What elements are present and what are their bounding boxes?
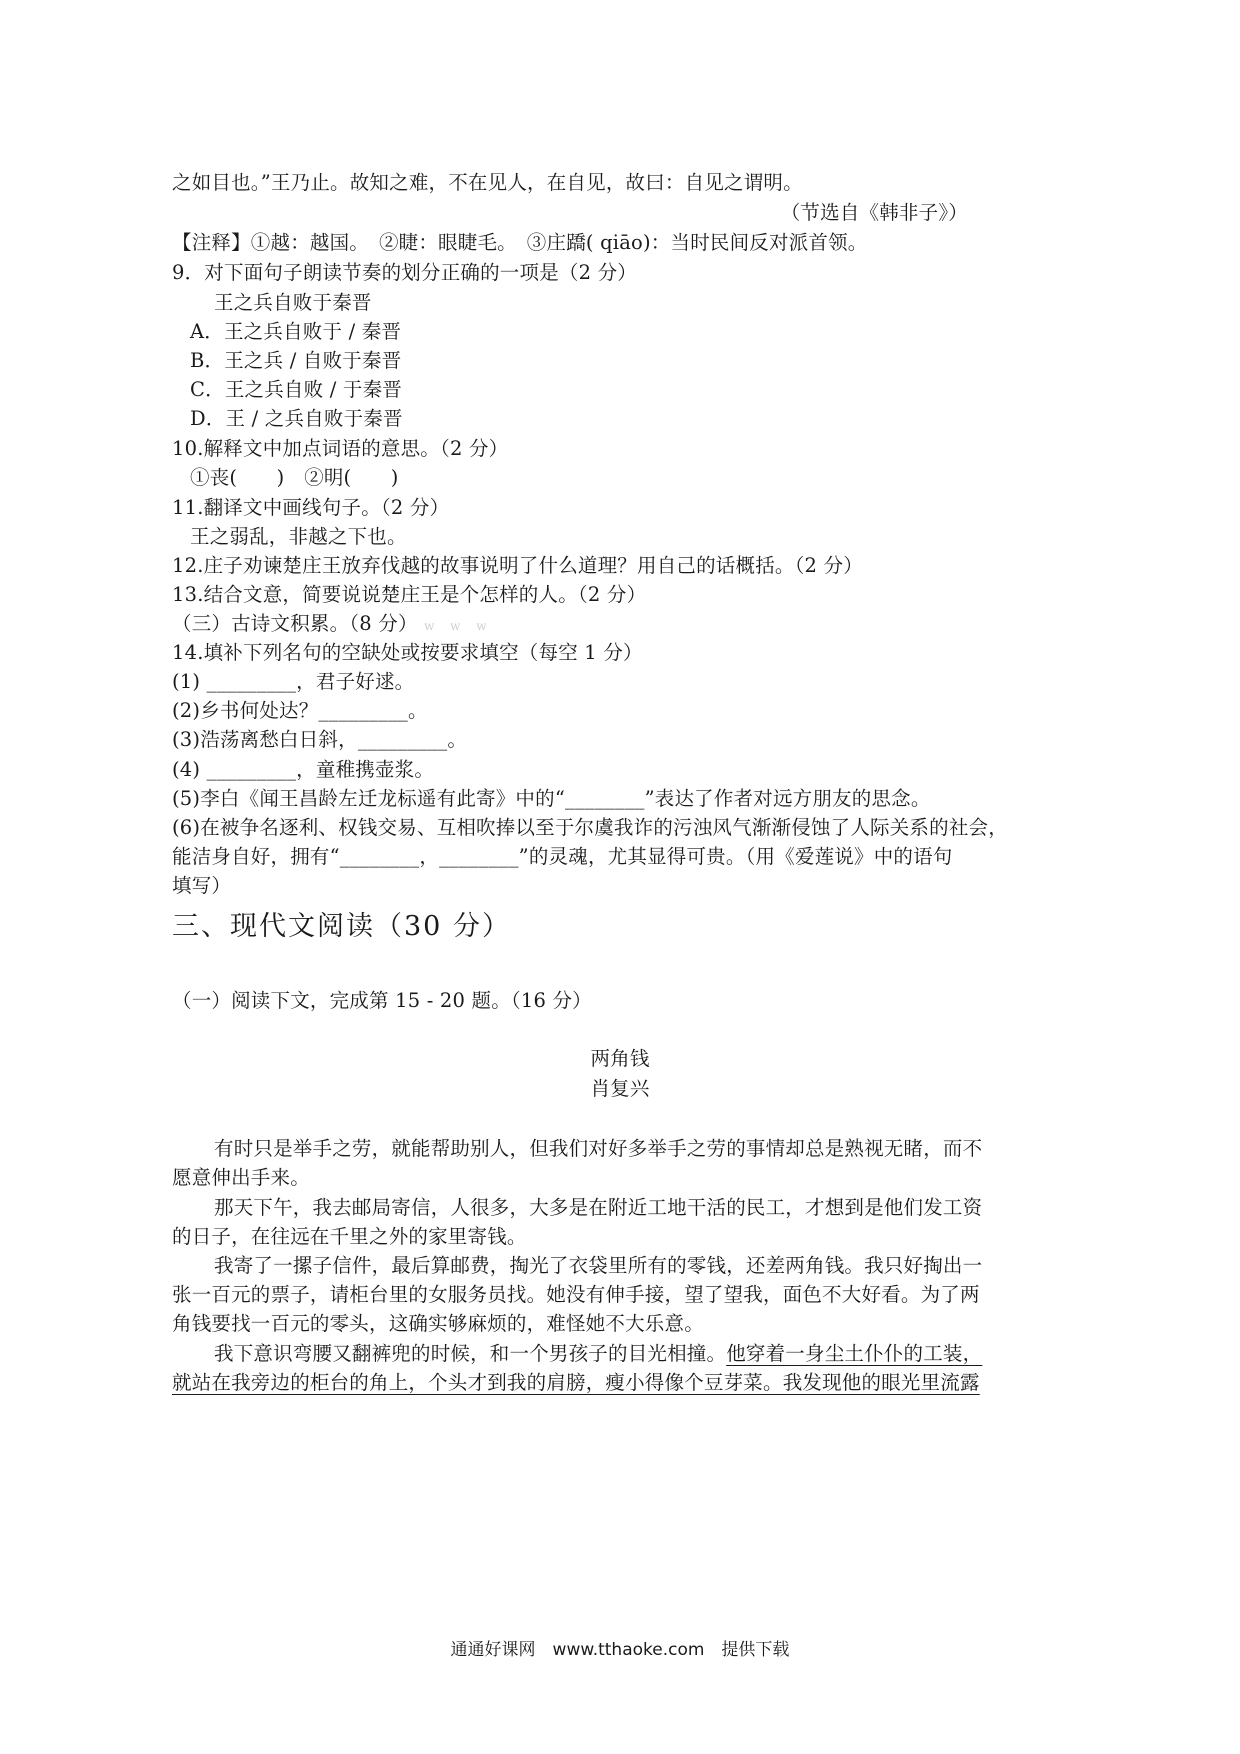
underlined-sentence: 他穿着一身尘土仆仆的工装， (726, 1342, 983, 1365)
source-citation: （节选自《韩非子》） (780, 201, 968, 224)
watermark-text: w w w (424, 619, 493, 633)
paragraph-1-line2: 愿意伸出手来。 (172, 1166, 310, 1189)
question-12: 12.庄子劝谏楚庄王放弃伐越的故事说明了什么道理？用自己的话概括。（2 分） (172, 554, 863, 577)
paragraph-4-plain: 我下意识弯腰又翻裤兜的时候，和一个男孩子的目光相撞。 (214, 1342, 727, 1365)
option-d: D．王 / 之兵自败于秦晋 (190, 407, 403, 430)
paragraph-2-line1: 那天下午，我去邮局寄信，人很多，大多是在附近工地干活的民工，才想到是他们发工资 (214, 1196, 983, 1219)
option-c: C．王之兵自败 / 于秦晋 (190, 378, 402, 401)
page-footer: 通通好课网 www.tthaoke.com 提供下载 (450, 1640, 790, 1660)
section-3-label: （三）古诗文积累。（8 分） (172, 612, 418, 635)
paragraph-3-line2: 张一百元的票子，请柜台里的女服务员找。她没有伸手接，望了望我，面色不大好看。为了两 (172, 1283, 980, 1306)
question-14-4: (4) _________，童稚携壶浆。 (172, 758, 435, 781)
question-14-1: (1) _________，君子好逑。 (172, 670, 415, 693)
question-14-6-line3: 填写） (172, 874, 232, 897)
section-heading-modern-reading: 三、现代文阅读（30 分） (172, 911, 511, 942)
question-14: 14.填补下列名句的空缺处或按要求填空（每空 1 分） (172, 641, 643, 664)
question-14-6-line2: 能洁身自好，拥有“________，________”的灵魂，尤其显得可贵。（用《爱莲说》中的语句 (172, 845, 953, 868)
option-b: B．王之兵 / 自败于秦晋 (190, 349, 402, 372)
paragraph-1-line1: 有时只是举手之劳，就能帮助别人，但我们对好多举手之劳的事情却总是熟视无睹，而不 (214, 1137, 983, 1160)
question-14-3: (3)浩荡离愁白日斜，_________。 (172, 728, 468, 751)
question-14-6-line1: (6)在被争名逐利、权钱交易、互相吹捧以至于尔虞我诈的污浊风气渐渐侵蚀了人际关系的社会， (172, 816, 1008, 839)
question-11: 11.翻译文中画线句子。（2 分） (172, 496, 450, 519)
question-9-sentence: 王之兵自败于秦晋 (214, 291, 372, 314)
paragraph-4-line2-underlined: 就站在我旁边的柜台的角上，个头才到我的肩膀，瘦小得像个豆芽菜。我发现他的眼光里流露 (172, 1371, 980, 1394)
article-title: 两角钱 (590, 1047, 650, 1070)
question-14-2: (2)乡书何处达？_________。 (172, 699, 428, 722)
paragraph-3-line3: 角钱要找一百元的零头，这确实够麻烦的，难怪她不大乐意。 (172, 1312, 704, 1335)
question-10: 10.解释文中加点词语的意思。（2 分） (172, 437, 509, 460)
option-a: A．王之兵自败于 / 秦晋 (190, 320, 402, 343)
question-10-blanks: ①丧( ) ②明( ) (190, 466, 399, 489)
article-author: 肖复兴 (590, 1077, 650, 1100)
paragraph-4-line1 (214, 1338, 1114, 1370)
question-14-5: (5)李白《闻王昌龄左迁龙标遥有此寄》中的“________”表达了作者对远方朋友的思念。 (172, 787, 931, 810)
question-9: 9．对下面句子朗读节奏的划分正确的一项是（2 分） (172, 261, 638, 284)
text-line: 之如目也。”王乃止。故知之难，不在见人，在自见，故曰：自见之谓明。 (172, 171, 803, 194)
question-13: 13.结合文意，简要说说楚庄王是个怎样的人。（2 分） (172, 583, 647, 606)
annotation-notes: 【注释】①越：越国。 ②睫：眼睫毛。 ③庄蹻( qiāo)：当时民间反对派首领。 (172, 231, 868, 254)
paragraph-2-line2: 的日子，在往远在千里之外的家里寄钱。 (172, 1225, 527, 1248)
question-11-sentence: 王之弱乱，非越之下也。 (190, 525, 407, 548)
reading-instruction: （一）阅读下文，完成第 15 - 20 题。（16 分） (172, 989, 592, 1012)
paragraph-3-line1: 我寄了一摞子信件，最后算邮费，掏光了衣袋里所有的零钱，还差两角钱。我只好掏出一 (214, 1254, 983, 1277)
